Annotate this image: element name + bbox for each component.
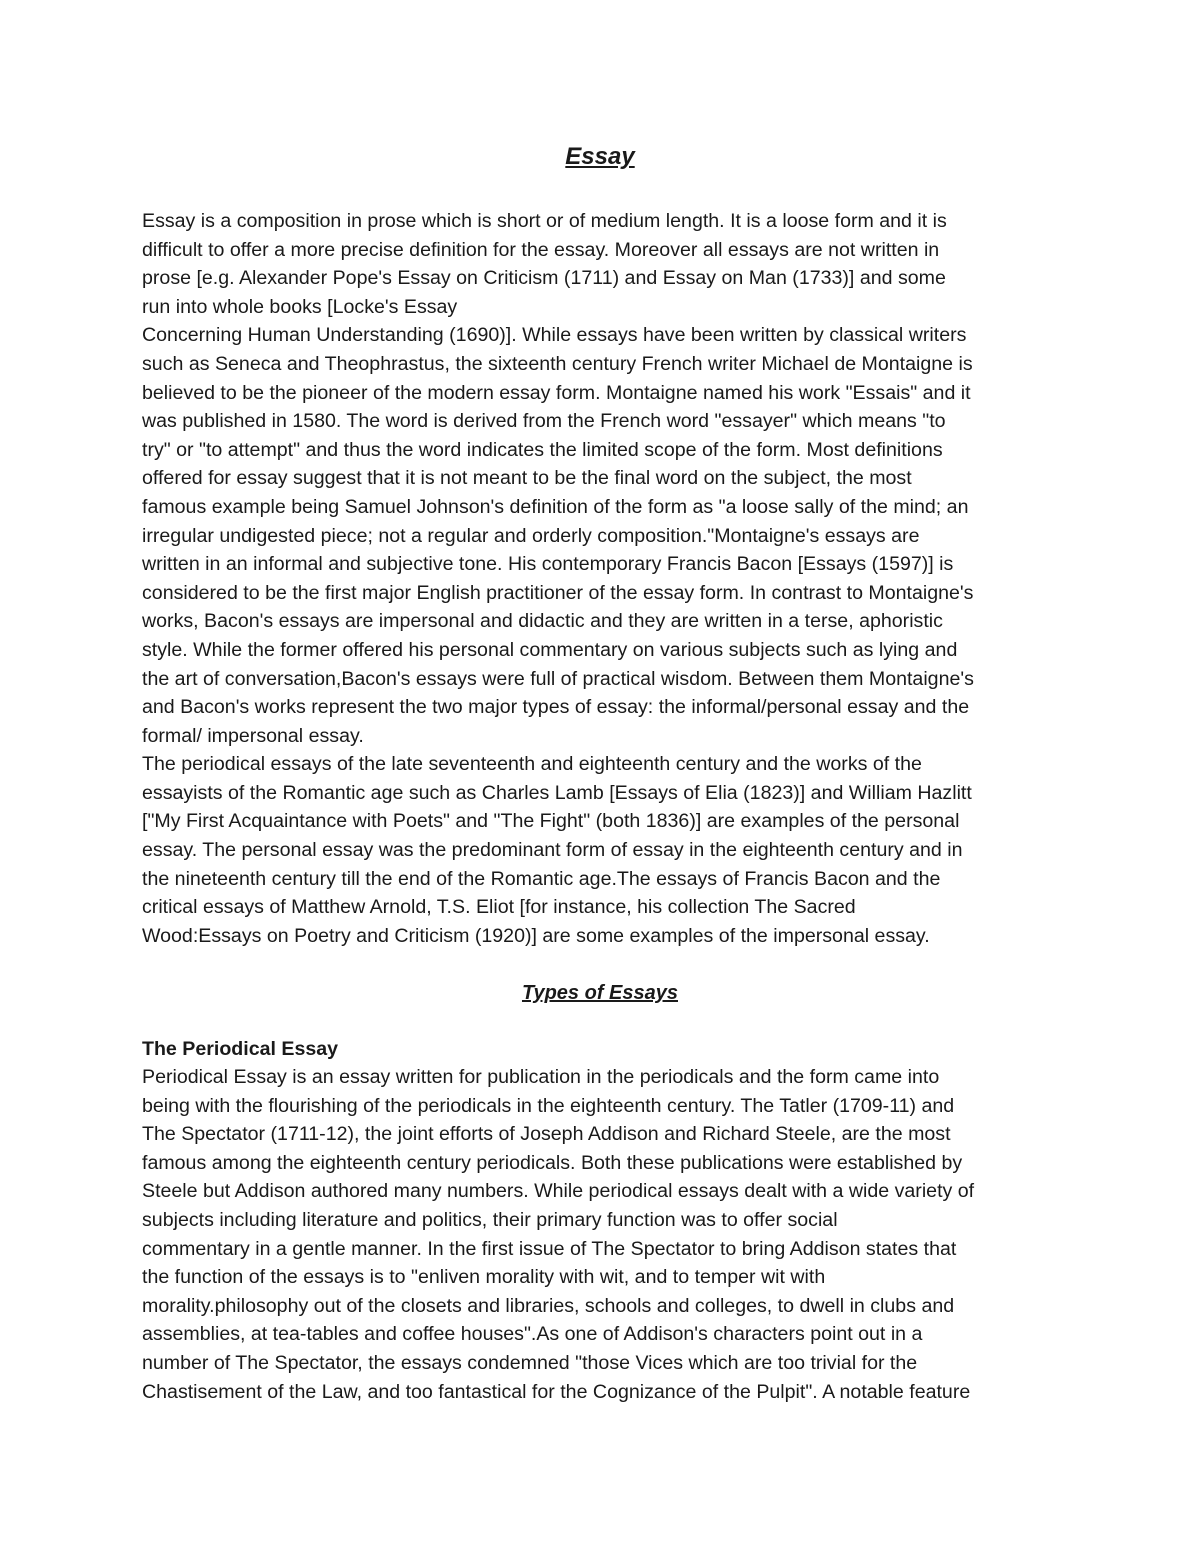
text-line: the nineteenth century till the end of the Romantic age.The essays of Francis Bacon and the bbox=[142, 867, 941, 890]
text-line: commentary in a gentle manner. In the first issue of The Spectator to bring Addison states that bbox=[142, 1237, 957, 1260]
text-line: the function of the essays is to "enliven morality with wit, and to temper wit with bbox=[142, 1266, 826, 1289]
text-line: famous among the eighteenth century periodicals. Both these publications were established by bbox=[142, 1151, 963, 1174]
text-line: offered for essay suggest that it is not meant to be the final word on the subject, the most bbox=[142, 467, 912, 490]
text-line: morality.philosophy out of the closets and libraries, schools and colleges, to dwell in clubs and bbox=[142, 1294, 955, 1317]
text-line: subjects including literature and politics, their primary function was to offer social bbox=[142, 1208, 838, 1231]
text-line: The Spectator (1711-12), the joint efforts of Joseph Addison and Richard Steele, are the most bbox=[142, 1123, 951, 1146]
text-line: Steele but Addison authored many numbers. While periodical essays dealt with a wide variety of bbox=[142, 1180, 975, 1203]
text-line: irregular undigested piece; not a regular and orderly composition."Montaigne's essays are bbox=[142, 524, 920, 547]
text-line: written in an informal and subjective tone. His contemporary Francis Bacon [Essays (1597)] is bbox=[142, 553, 954, 576]
text-line: try" or "to attempt" and thus the word indicates the limited scope of the form. Most definitions bbox=[142, 438, 943, 461]
text-line: famous example being Samuel Johnson's definition of the form as "a loose sally of the mind; an bbox=[142, 495, 969, 518]
text-line: Periodical Essay is an essay written for publication in the periodicals and the form came into bbox=[142, 1066, 940, 1088]
periodical-heading: The Periodical Essay bbox=[142, 1038, 339, 1060]
text-line: believed to be the pioneer of the modern essay form. Montaigne named his work "Essais" and it bbox=[142, 381, 971, 404]
text-line: prose [e.g. Alexander Pope's Essay on Criticism (1711) and Essay on Man (1733)] and some bbox=[142, 267, 946, 290]
text-line: considered to be the first major English practitioner of the essay form. In contrast to Montaigne's bbox=[142, 581, 974, 604]
intro-paragraph bbox=[142, 207, 1082, 950]
text-line: formal/ impersonal essay. bbox=[142, 724, 364, 747]
text-line: Essay is a composition in prose which is short or of medium length. It is a loose form and it is bbox=[142, 210, 947, 232]
text-line: was published in 1580. The word is derived from the French word "essayer" which means "to bbox=[142, 410, 946, 433]
text-line: run into whole books [Locke's Essay bbox=[142, 295, 458, 318]
periodical-paragraph bbox=[142, 1063, 1082, 1406]
text-line: Wood:Essays on Poetry and Criticism (1920)] are some examples of the impersonal essay. bbox=[142, 924, 930, 947]
text-line: the art of conversation,Bacon's essays were full of practical wisdom. Between them Montaigne's bbox=[142, 667, 974, 690]
text-line: The periodical essays of the late seventeenth and eighteenth century and the works of the bbox=[142, 753, 922, 776]
text-line: Concerning Human Understanding (1690)]. While essays have been written by classical writers bbox=[142, 324, 967, 347]
text-line: essay. The personal essay was the predominant form of essay in the eighteenth century and in bbox=[142, 839, 963, 862]
text-line: Chastisement of the Law, and too fantastical for the Cognizance of the Pulpit". A notable feature bbox=[142, 1380, 971, 1403]
text-line: works, Bacon's essays are impersonal and didactic and they are written in a terse, aphoristic bbox=[142, 610, 943, 633]
page-title: Essay bbox=[565, 143, 635, 170]
text-line: number of The Spectator, the essays condemned "those Vices which are too trivial for the bbox=[142, 1351, 918, 1374]
types-heading: Types of Essays bbox=[521, 982, 678, 1004]
text-line: essayists of the Romantic age such as Charles Lamb [Essays of Elia (1823)] and William Hazlitt bbox=[142, 781, 972, 804]
text-line: being with the flourishing of the periodicals in the eighteenth century. The Tatler (1709-11) and bbox=[142, 1094, 955, 1117]
text-line: such as Seneca and Theophrastus, the sixteenth century French writer Michael de Montaigne is bbox=[142, 352, 973, 375]
text-line: and Bacon's works represent the two major types of essay: the informal/personal essay and the bbox=[142, 696, 970, 719]
text-line: assemblies, at tea-tables and coffee houses".As one of Addison's characters point out in a bbox=[142, 1323, 923, 1346]
text-line: style. While the former offered his personal commentary on various subjects such as lying and bbox=[142, 638, 958, 661]
text-line: difficult to offer a more precise definition for the essay. Moreover all essays are not written in bbox=[142, 238, 940, 261]
text-line: ["My First Acquaintance with Poets" and "The Fight" (both 1836)] are examples of the personal bbox=[142, 810, 960, 833]
text-line: critical essays of Matthew Arnold, T.S. Eliot [for instance, his collection The Sacred bbox=[142, 896, 856, 919]
